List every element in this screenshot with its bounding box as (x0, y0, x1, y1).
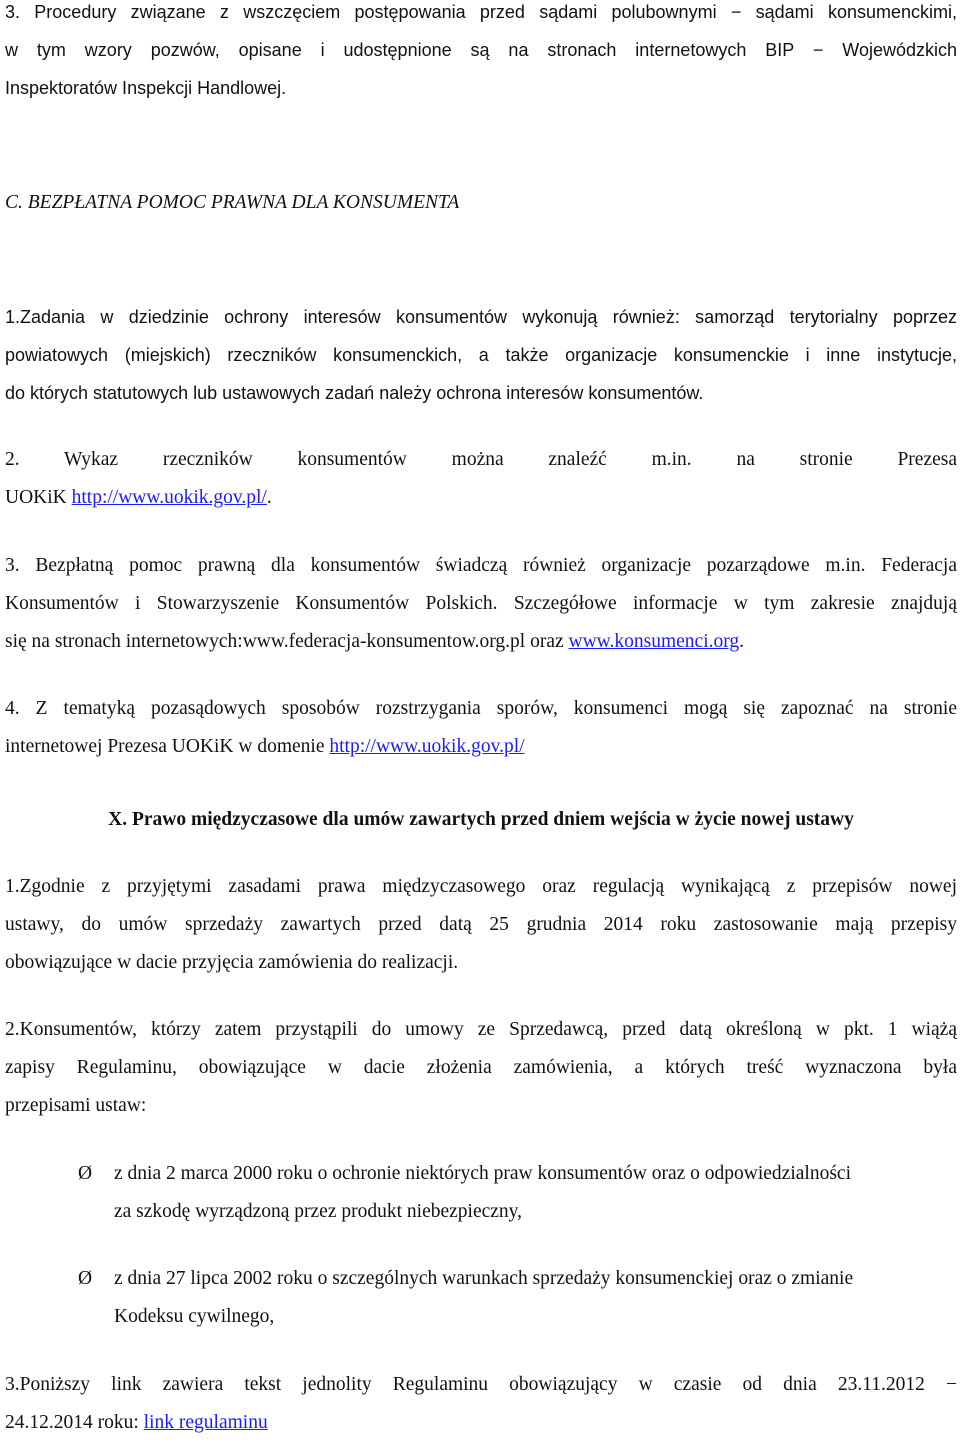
text-line: ustawy, do umów sprzedaży zawartych przed datą 25 grudnia 2014 roku zastosowanie mają przepisy (5, 914, 957, 935)
bullet-marker: Ø (78, 1163, 93, 1184)
paragraph-x1 (5, 868, 957, 982)
uokik-domain-link[interactable]: http://www.uokik.gov.pl/ (329, 736, 525, 757)
text-fragment: się na stronach internetowych:www.federacja-konsumentow.org.pl oraz (5, 631, 569, 652)
section-heading-c: C. BEZPŁATNA POMOC PRAWNA DLA KONSUMENTA (5, 192, 460, 213)
text-fragment: 24.12.2014 roku: (5, 1412, 144, 1433)
bullet-item (78, 1260, 957, 1336)
paragraph-c1 (5, 298, 957, 412)
text-line: 3. Procedury związane z wszczęciem postępowania przed sądami polubownymi − sądami konsumenckimi, (5, 2, 957, 22)
bullet-item (78, 1155, 957, 1231)
text-line: 1.Zgodnie z przyjętymi zasadami prawa międzyczasowego oraz regulacją wynikającą z przepisów nowej (5, 876, 957, 897)
text-line (5, 479, 957, 517)
text-line: 4. Z tematyką pozasądowych sposobów rozstrzygania sporów, konsumenci mogą się zapoznać na stronie (5, 698, 957, 719)
text-line: powiatowych (miejskich) rzeczników konsumenckich, a także organizacje konsumenckie i inne instytucje, (5, 345, 957, 365)
text-line: 1.Zadania w dziedzinie ochrony interesów konsumentów wykonują również: samorząd terytorialny poprzez (5, 307, 957, 327)
text-fragment: . (266, 487, 272, 508)
text-fragment: . (739, 631, 744, 652)
text-fragment: internetowej Prezesa UOKiK w domenie (5, 736, 330, 757)
regulamin-link[interactable]: link regulaminu (143, 1412, 268, 1433)
paragraph-c4 (5, 690, 957, 766)
text-line: obowiązujące w dacie przyjęcia zamówienia do realizacji. (5, 952, 459, 973)
paragraph-x2 (5, 1011, 957, 1125)
bullet-marker: Ø (78, 1268, 93, 1289)
text-line: 3.Poniższy link zawiera tekst jednolity Regulaminu obowiązujący w czasie od dnia 23.11.2012 − (5, 1374, 957, 1395)
bullet-continuation: za szkodę wyrządzoną przez produkt niebezpieczny, (114, 1201, 523, 1222)
text-line: 3. Bezpłatną pomoc prawną dla konsumentów świadczą również organizacje pozarządowe m.in. Federacja (5, 555, 957, 576)
bullet-continuation: Kodeksu cywilnego, (114, 1306, 275, 1327)
paragraph-3-procedures (5, 0, 957, 107)
paragraph-x3 (5, 1366, 957, 1442)
text-line: zapisy Regulaminu, obowiązujące w dacie złożenia zamówienia, a których treść wyznaczona była (5, 1057, 957, 1078)
paragraph-c2 (5, 441, 957, 517)
section-heading-x: X. Prawo międzyczasowe dla umów zawartych przed dniem wejścia w życie nowej ustawy (108, 809, 854, 830)
bullet-text: z dnia 27 lipca 2002 roku o szczególnych warunkach sprzedaży konsumenckiej oraz o zmianie (114, 1268, 854, 1289)
text-line (5, 623, 957, 661)
text-line: w tym wzory pozwów, opisane i udostępnione są na stronach internetowych BIP − Wojewódzkich (5, 40, 957, 60)
uokik-link[interactable]: http://www.uokik.gov.pl/ (71, 487, 267, 508)
bullet-line (78, 1155, 957, 1193)
text-line (5, 728, 957, 766)
bullet-line (78, 1260, 957, 1298)
text-line: 2.Konsumentów, którzy zatem przystąpili do umowy ze Sprzedawcą, przed datą określoną w pkt. 1 wiążą (5, 1019, 957, 1040)
text-line: 2. Wykaz rzeczników konsumentów można znaleźć m.in. na stronie Prezesa (5, 449, 957, 470)
konsumenci-link[interactable]: www.konsumenci.org (568, 631, 740, 652)
bullet-text: z dnia 2 marca 2000 roku o ochronie niektórych praw konsumentów oraz o odpowiedzialności (114, 1163, 851, 1184)
text-fragment: UOKiK (5, 487, 72, 508)
text-line: Inspektoratów Inspekcji Handlowej. (5, 78, 287, 98)
text-line (5, 1404, 957, 1442)
paragraph-c3 (5, 547, 957, 661)
text-line: do których statutowych lub ustawowych zadań należy ochrona interesów konsumentów. (5, 383, 704, 403)
text-line: Konsumentów i Stowarzyszenie Konsumentów Polskich. Szczegółowe informacje w tym zakresie znajdują (5, 593, 957, 614)
text-line: przepisami ustaw: (5, 1095, 147, 1116)
